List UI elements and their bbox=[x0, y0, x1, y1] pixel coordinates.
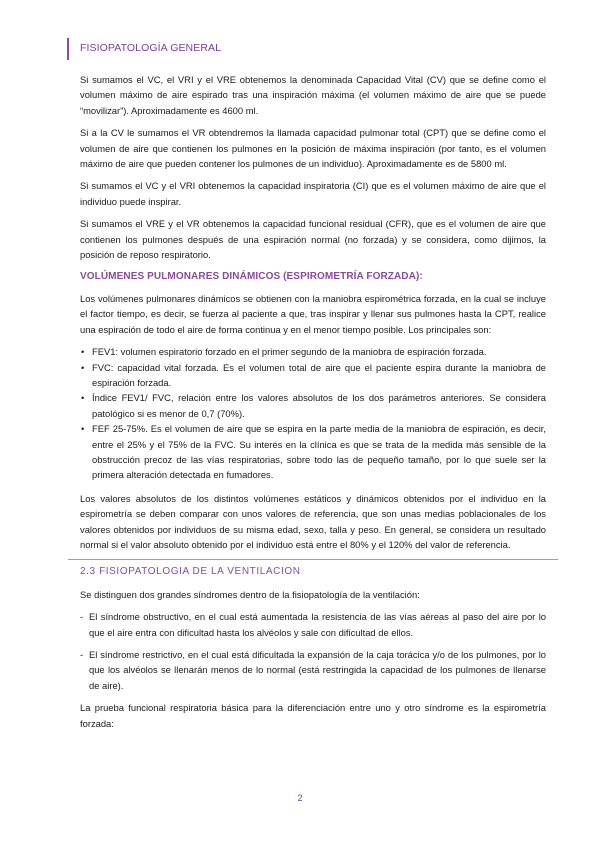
page-number: 2 bbox=[297, 793, 303, 803]
list-item: - El síndrome obstructivo, en el cual está aumentada la resistencia de las vías aéreas al paso del aire por lo que el aire entra con dificultad hasta los alvéolos y sale con dificultad de ellos. bbox=[80, 609, 546, 640]
list-item: - El síndrome restrictivo, en el cual está dificultada la expansión de la caja torácica y/o de los pulmones, por lo que los alvéolos se llenarán menos de lo normal (está restringida la capacidad de los pulmones de llenarse de aire). bbox=[80, 647, 546, 693]
paragraph-capacidad-inspiratoria: Si sumamos el VC y el VRI obtenemos la capacidad inspiratoria (CI) que es el volumen máximo de aire que el individuo puede inspirar. bbox=[80, 180, 546, 207]
header-accent-bar bbox=[67, 38, 69, 60]
section-divider bbox=[68, 559, 558, 560]
page-body bbox=[80, 72, 546, 738]
dash-list-sindromes bbox=[80, 609, 546, 693]
paragraph-sindromes-intro: Se distinguen dos grandes síndromes dentro de la fisiopatología de la ventilación: bbox=[80, 588, 420, 600]
list-item: • Índice FEV1/ FVC, relación entre los valores absolutos de los dos parámetros anteriores. Se considera patológico si es menor de 0,7 (70%). bbox=[80, 390, 546, 421]
paragraph-valores-referencia: Los valores absolutos de los distintos volúmenes estáticos y dinámicos obtenidos por el individuo en la espirometría se deben comparar con unos valores de referencia, que son unas medias poblacionales de los valores obtenidos por individuos de su misma edad, sexo, talla y peso. En general, se considera un resultado normal si el valor absoluto obtenido por el individuo está entre el 80% y el 120% del valor de referencia. bbox=[80, 492, 546, 550]
paragraph-capacidad-pulmonar-total: Si a la CV le sumamos el VR obtendremos la llamada capacidad pulmonar total (CPT) que se define como el volumen de aire que contienen los pulmones en la posición de máxima inspiración (por tanto, es el volumen máximo de aire que pueden contener los pulmones de un individuo). Aproximadamente es de 5800 ml. bbox=[80, 127, 546, 170]
list-item: • FEF 25-75%. Es el volumen de aire que se espira en la parte media de la maniobra de espiración, es decir, entre el 25% y el 75% de la FVC. Su interés en la clínica es que se trata de la medida más sensible de la obstrucción precoz de las vías respiratorias, sobre todo las de pequeño tamaño, por lo que suele ser la primera alteración detectada en fumadores. bbox=[80, 421, 546, 483]
paragraph-dinamicos-intro: Los volúmenes pulmonares dinámicos se obtienen con la maniobra espirométrica forzada, en la cual se incluye el factor tiempo, es decir, se fuerza al paciente a que, tras inspirar y llenar sus pulmones hasta la CPT, realice una espiración de todo el aire de forma continua y en el menor tiempo posible. Los principales son: bbox=[80, 292, 546, 335]
list-item: • FEV1: volumen espiratorio forzado en el primer segundo de la maniobra de espiración forzada. bbox=[80, 344, 546, 359]
paragraph-capacidad-funcional-residual: Si sumamos el VRE y el VR obtenemos la capacidad funcional residual (CFR), que es el volumen de aire que contienen los pulmones después de una espiración normal (no forzada) y se considera, como dijimos, la posición de reposo respiratorio. bbox=[80, 218, 546, 261]
paragraph-capacidad-vital: Si sumamos el VC, el VRI y el VRE obtenemos la denominada Capacidad Vital (CV) que se define como el volumen máximo de aire espirado tras una inspiración máxima (el volumen máximo de aire que se puede “movilizar”). Aproximadamente es 4600 ml. bbox=[80, 74, 546, 116]
running-header: FISIOPATOLOGÍA GENERAL bbox=[80, 42, 222, 54]
paragraph-espirometria-forzada: La prueba funcional respiratoria básica para la diferenciación entre uno y otro síndrome es la espirometría forzada: bbox=[80, 702, 546, 729]
bullet-list-parametros bbox=[80, 344, 546, 483]
section-heading-volumenes-dinamicos: VOLÚMENES PULMONARES DINÁMICOS (ESPIROMETRÍA FORZADA): bbox=[80, 271, 423, 283]
list-item: • FVC: capacidad vital forzada. Es el volumen total de aire que el paciente espira durante la maniobra de espiración forzada. bbox=[80, 360, 546, 391]
section-heading-fisiopatologia-ventilacion: 2.3 FISIOPATOLOGIA DE LA VENTILACION bbox=[80, 566, 301, 578]
